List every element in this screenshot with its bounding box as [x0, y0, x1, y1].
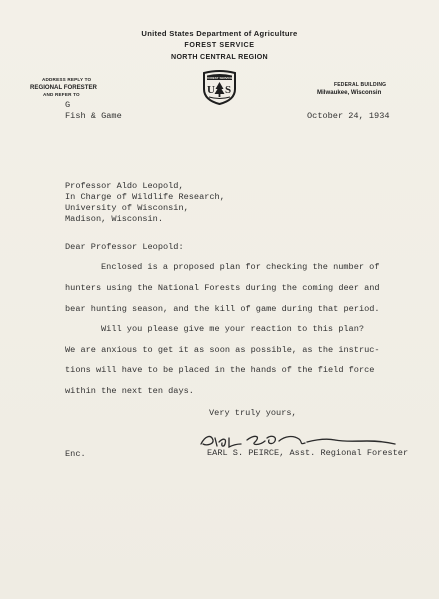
- city-label: Milwaukee, Wisconsin: [317, 89, 382, 96]
- svg-text:S: S: [224, 84, 232, 96]
- letter-date: October 24, 1934: [307, 111, 390, 121]
- body-line: within the next ten days.: [65, 386, 194, 396]
- body-line: hunters using the National Forests during the coming deer and: [65, 283, 380, 293]
- body-line: tions will have to be placed in the hands of the field force: [65, 365, 375, 375]
- address-reply-line2: REGIONAL FORESTER: [30, 84, 97, 91]
- body-line: bear hunting season, and the kill of game during that period.: [65, 304, 380, 314]
- building-label: FEDERAL BUILDING: [334, 82, 387, 88]
- enclosure-note: Enc.: [65, 449, 86, 459]
- body-line: Enclosed is a proposed plan for checking the number of: [101, 262, 380, 272]
- recipient-line: Professor Aldo Leopold,: [65, 181, 184, 191]
- signature-name: EARL S. PEIRCE, Asst. Regional Forester: [207, 448, 409, 458]
- recipient-line: In Charge of Wildlife Research,: [65, 192, 225, 202]
- closing: Very truly yours,: [209, 408, 297, 418]
- address-reply-line3: AND REFER TO: [43, 92, 80, 97]
- body-line: Will you please give me your reaction to this plan?: [101, 324, 365, 334]
- recipient-line: Madison, Wisconsin.: [65, 214, 163, 224]
- forest-service-shield-icon: [201, 69, 238, 105]
- reference-subject: Fish & Game: [65, 111, 122, 121]
- address-reply-line1: ADDRESS REPLY TO: [42, 77, 92, 82]
- letterhead-department: United States Department of Agriculture: [141, 29, 298, 38]
- salutation: Dear Professor Leopold:: [65, 242, 184, 252]
- letterhead-region: NORTH CENTRAL REGION: [171, 53, 268, 61]
- svg-text:U: U: [207, 84, 215, 96]
- recipient-line: University of Wisconsin,: [65, 203, 189, 213]
- body-line: We are anxious to get it as soon as possible, as the instruc-: [65, 345, 380, 355]
- letterhead-service: FOREST SERVICE: [184, 41, 255, 49]
- logo-text: FOREST SERVICE: [206, 75, 233, 80]
- reference-code: G: [65, 100, 71, 110]
